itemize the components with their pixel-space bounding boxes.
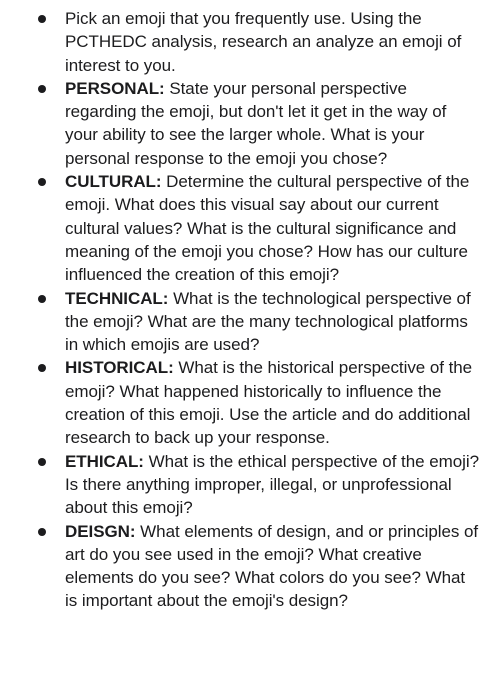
bullet-icon	[38, 178, 46, 186]
item-term: TECHNICAL:	[65, 288, 169, 308]
bullet-icon	[38, 15, 46, 23]
list-item-technical	[0, 287, 480, 357]
item-term: HISTORICAL:	[65, 358, 174, 378]
item-text: State your personal perspective regarding the emoji, but don't let it get in the way of your ability to see the larger whole. What is your personal response to the emoji you chose?	[65, 78, 447, 168]
bullet-list	[0, 7, 480, 613]
item-text: What is the historical perspective of the emoji? What happened historically to influence the creation of this emoji. Use the article and do additional research to back up your response.	[65, 358, 473, 448]
item-term: DEISGN:	[65, 521, 136, 541]
bullet-icon	[38, 458, 46, 466]
list-item-historical	[0, 356, 480, 449]
list-item-cultural	[0, 170, 480, 286]
bullet-icon	[38, 295, 46, 303]
item-text: What is the technological perspective of the emoji? What are the many technological platforms in which emojis are used?	[65, 288, 471, 355]
item-text: What elements of design, and or principles of art do you see used in the emoji? What creative elements do you see? What colors do you see? What is important about the emoji's design?	[65, 521, 479, 611]
bullet-icon	[38, 85, 46, 93]
bullet-icon	[38, 364, 46, 372]
item-text: Determine the cultural perspective of the emoji. What does this visual say about our current cultural values? What is the cultural significance and meaning of the emoji you chose? How has our culture influenced the creation of this emoji?	[65, 172, 470, 285]
item-text: What is the ethical perspective of the emoji? Is there anything improper, illegal, or unprofessional about this emoji?	[65, 451, 479, 518]
list-item-ethical	[0, 450, 480, 520]
item-text: Pick an emoji that you frequently use. Using the PCTHEDC analysis, research an analyze an emoji of interest to you.	[65, 9, 462, 75]
item-term: ETHICAL:	[65, 451, 144, 471]
item-term: PERSONAL:	[65, 78, 165, 98]
list-item-intro	[0, 7, 480, 77]
item-term: CULTURAL:	[65, 172, 162, 192]
bullet-icon	[38, 528, 46, 536]
list-item-design	[0, 520, 480, 613]
list-item-personal	[0, 77, 480, 170]
